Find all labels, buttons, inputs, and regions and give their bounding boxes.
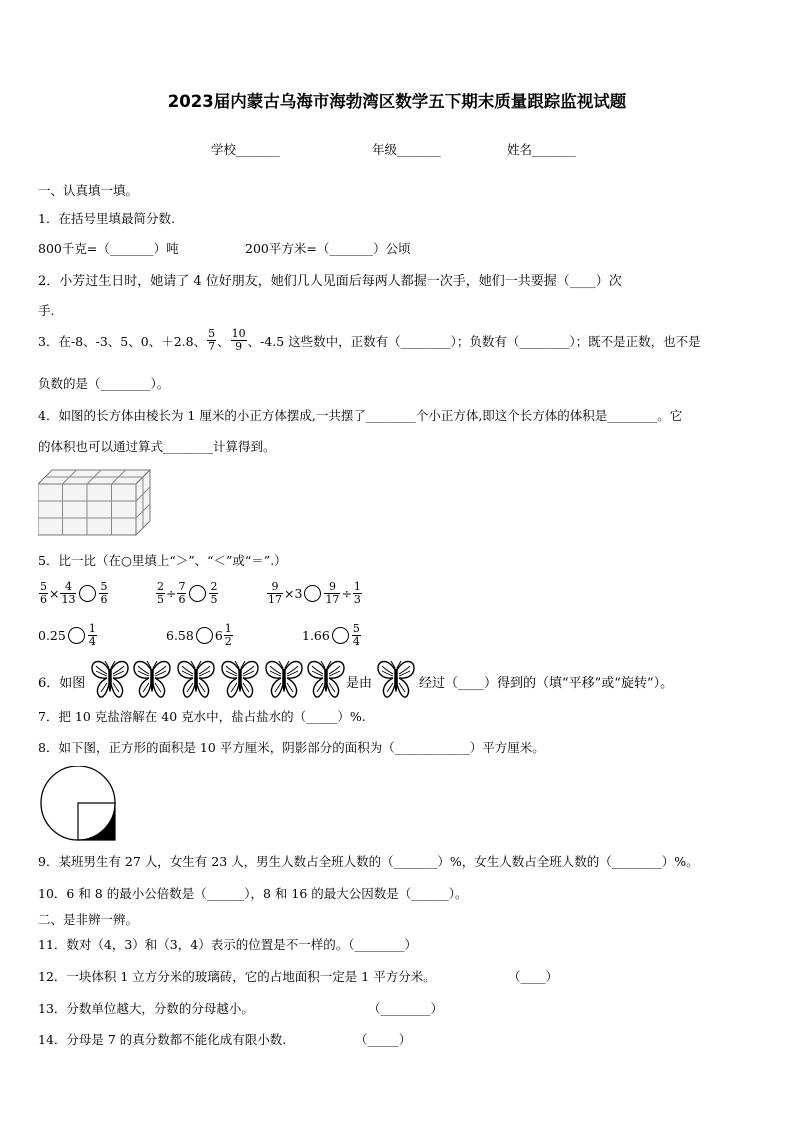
denominator: 4 — [88, 635, 96, 648]
question-3-post: 、-4.5 这些数中，正数有（________）；负数有（________）；既不是正数，也不是 — [247, 333, 701, 349]
compare-3 — [266, 581, 363, 606]
butterfly-icon — [90, 658, 130, 700]
compare-circle[interactable] — [79, 585, 96, 602]
operator: × — [49, 586, 60, 601]
question-10: 10．6 和 8 的最小公倍数是（______），8 和 16 的最大公因数是（______）。 — [38, 886, 468, 901]
fraction — [60, 581, 76, 606]
denominator: 6 — [178, 593, 186, 606]
question-3-line1 — [38, 328, 701, 353]
question-12-answer[interactable]: （____） — [508, 969, 559, 984]
page-title: 2023届内蒙古乌海市海勃湾区数学五下期末质量跟踪监视试题 — [167, 92, 627, 111]
fraction — [231, 328, 247, 353]
butterfly-icon — [262, 658, 306, 700]
numerator: 4 — [60, 581, 76, 594]
denominator: 13 — [61, 593, 76, 606]
fraction — [324, 581, 340, 606]
compare-1 — [38, 581, 109, 606]
denominator: 17 — [325, 593, 340, 606]
operator: ×3 — [284, 586, 303, 601]
question-2-line1: 2．小芳过生日时，她请了 4 位好朋友，她们几人见面后每两人都握一次手，她们一共要握（____）次 — [38, 274, 622, 289]
fraction — [352, 623, 361, 648]
compare-circle[interactable] — [304, 585, 321, 602]
fraction — [353, 581, 362, 606]
fraction — [88, 623, 97, 648]
question-12: 12．一块体积 1 立方分米的玻璃砖，它的占地面积一定是 1 平方分米。 — [38, 969, 436, 984]
denominator: 3 — [353, 593, 361, 606]
denominator: 2 — [224, 635, 232, 648]
denominator: 6 — [100, 593, 108, 606]
question-9: 9．某班男生有 27 人，女生有 23 人，男生人数占全班人数的（_______）%，女生人数占全班人数的（________）%。 — [38, 854, 699, 869]
cuboid-figure — [38, 466, 153, 538]
question-13: 13．分数单位越大，分数的分母越小。 — [38, 1001, 254, 1016]
section-1-heading: 一、认真填一填。 — [38, 183, 139, 198]
numerator: 1 — [88, 622, 96, 635]
separator: 、 — [217, 333, 230, 349]
numerator: 10 — [231, 327, 246, 340]
question-4-line1: 4．如图的长方体由棱长为 1 厘米的小正方体摆成,一共摆了________个小正方体,即这个长方体的体积是________。它 — [38, 408, 683, 423]
fraction — [99, 581, 108, 606]
operator: ÷ — [166, 586, 177, 601]
butterfly-icon — [174, 658, 218, 700]
circle-square-figure — [40, 766, 120, 842]
question-6-post: 经过（____）得到的（填“平移”或“旋转”）。 — [419, 676, 674, 691]
denominator: 9 — [235, 340, 243, 353]
compare-circle[interactable] — [332, 627, 349, 644]
compare-circle[interactable] — [68, 627, 85, 644]
denominator: 5 — [157, 593, 164, 606]
butterfly-icon — [130, 658, 174, 700]
fraction — [207, 328, 216, 353]
butterfly-icon — [218, 658, 262, 700]
numerator: 9 — [324, 581, 340, 594]
numerator: 2 — [157, 580, 164, 593]
question-3-pre: 3．在-8、-3、5、0、＋2.8、 — [38, 333, 207, 349]
numerator: 5 — [208, 327, 216, 340]
question-8: 8．如下图，正方形的面积是 10 平方厘米，阴影部分的面积为（____________）平方厘米。 — [38, 740, 545, 755]
fraction — [156, 581, 165, 606]
denominator: 6 — [40, 593, 47, 606]
compare-5 — [166, 623, 234, 648]
fraction — [209, 581, 218, 606]
operator: ÷ — [341, 586, 352, 601]
question-6-mid: 是由 — [346, 676, 373, 691]
question-14-answer[interactable]: （_____） — [355, 1032, 412, 1047]
question-13-answer[interactable]: （________） — [368, 1001, 444, 1016]
fraction — [267, 581, 283, 606]
butterfly-icon — [306, 658, 346, 700]
question-1: 1．在括号里填最简分数. — [38, 211, 175, 226]
numerator: 5 — [352, 622, 360, 635]
denominator: 17 — [268, 593, 282, 606]
question-14: 14．分母是 7 的真分数都不能化成有限小数. — [38, 1032, 287, 1047]
butterfly-sequence — [90, 658, 346, 700]
numerator: 7 — [178, 580, 186, 593]
decimal: 0.25 — [38, 628, 66, 643]
decimal: 1.66 — [302, 628, 330, 643]
butterfly-icon — [376, 658, 418, 700]
compare-circle[interactable] — [189, 585, 206, 602]
section-2-heading: 二、是非辨一辨。 — [38, 912, 139, 927]
denominator: 7 — [208, 340, 216, 353]
numerator: 5 — [40, 580, 47, 593]
fraction — [224, 623, 233, 648]
school-field: 学校_______ — [211, 142, 280, 157]
fraction — [39, 581, 48, 606]
whole-part: 6 — [214, 628, 223, 643]
numerator: 1 — [224, 622, 232, 635]
grade-field: 年级_______ — [372, 142, 441, 157]
compare-circle[interactable] — [196, 627, 213, 644]
numerator: 2 — [210, 580, 218, 593]
question-2-line2: 手. — [38, 303, 55, 318]
compare-6 — [302, 623, 362, 648]
question-6-pre: 6．如图 — [38, 676, 86, 691]
numerator: 1 — [353, 580, 361, 593]
question-7: 7．把 10 克盐溶解在 40 克水中，盐占盐水的（_____）%. — [38, 709, 366, 724]
numerator: 9 — [267, 581, 283, 594]
numerator: 5 — [100, 580, 108, 593]
question-1b: 200平方米=（_______）公顷 — [245, 241, 411, 256]
question-11: 11．数对（4，3）和（3，4）表示的位置是不一样的。（________） — [38, 937, 417, 952]
question-5: 5．比一比（在○里填上“＞”、“＜”或“＝”.） — [38, 553, 287, 568]
denominator: 4 — [352, 635, 360, 648]
question-3-line2: 负数的是（________）。 — [38, 376, 170, 391]
compare-4 — [38, 623, 98, 648]
decimal: 6.58 — [166, 628, 194, 643]
denominator: 5 — [210, 593, 218, 606]
question-4-line2: 的体积也可以通过算式________计算得到。 — [38, 439, 276, 454]
question-1a: 800千克=（_______）吨 — [38, 241, 179, 256]
compare-2 — [155, 581, 219, 606]
fraction — [177, 581, 186, 606]
name-field: 姓名_______ — [507, 142, 576, 157]
